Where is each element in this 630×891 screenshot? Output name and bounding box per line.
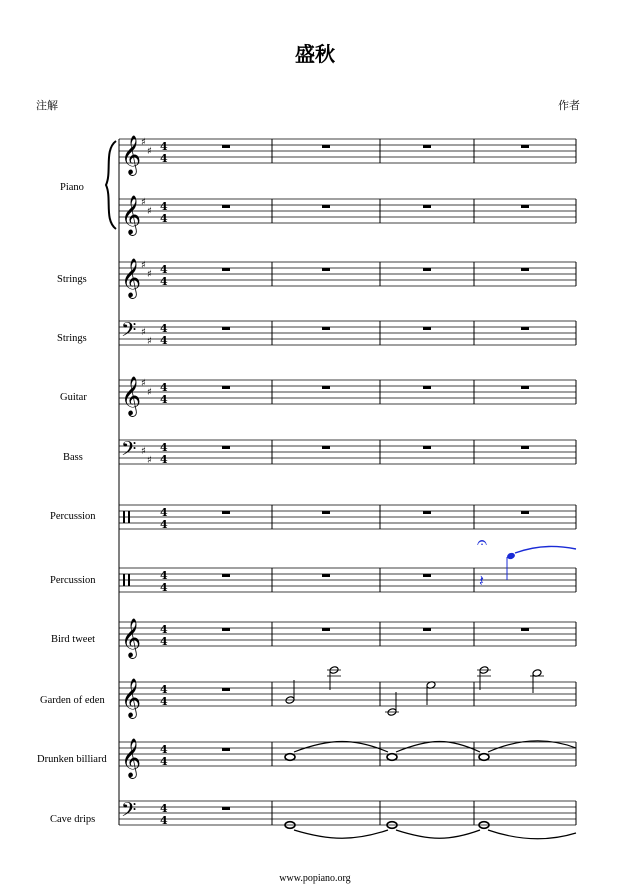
note-head bbox=[506, 552, 516, 560]
time-sig-top: 4 bbox=[160, 441, 168, 454]
tie-curve bbox=[396, 830, 480, 838]
treble-clef-icon: 𝄞 bbox=[121, 678, 142, 718]
sharp-icon: ♯ bbox=[141, 137, 146, 148]
treble-clef-icon: 𝄞 bbox=[121, 376, 142, 416]
tie-curve bbox=[294, 742, 388, 753]
whole-rest bbox=[423, 628, 431, 631]
whole-rest bbox=[423, 327, 431, 330]
treble-clef-icon: 𝄞 bbox=[121, 258, 142, 298]
percussion-clef-icon bbox=[128, 574, 130, 586]
time-sig-top: 4 bbox=[160, 200, 168, 213]
whole-rest bbox=[322, 574, 330, 577]
instrument-label-piano: Piano bbox=[60, 182, 84, 193]
sharp-icon: ♯ bbox=[147, 146, 152, 157]
whole-rest bbox=[222, 688, 230, 691]
whole-rest bbox=[521, 268, 529, 271]
sharp-icon: ♯ bbox=[147, 269, 152, 280]
sharp-icon: ♯ bbox=[147, 336, 152, 347]
score-title: 盛秋 bbox=[295, 42, 335, 66]
footer-url: www.popiano.org bbox=[279, 873, 351, 884]
composer-label: 作者 bbox=[558, 99, 580, 112]
time-sig-bottom: 4 bbox=[160, 334, 168, 347]
sharp-icon: ♯ bbox=[141, 327, 146, 338]
whole-rest bbox=[222, 145, 230, 148]
time-sig-top: 4 bbox=[160, 263, 168, 276]
time-sig-top: 4 bbox=[160, 683, 168, 696]
time-sig-bottom: 4 bbox=[160, 453, 168, 466]
sharp-icon: ♯ bbox=[141, 260, 146, 271]
sharp-icon: ♯ bbox=[147, 387, 152, 398]
time-sig-top: 4 bbox=[160, 802, 168, 815]
time-sig-top: 4 bbox=[160, 506, 168, 519]
percussion-clef-icon bbox=[128, 511, 130, 523]
instrument-label-bass: Bass bbox=[63, 452, 83, 463]
time-sig-top: 4 bbox=[160, 140, 168, 153]
time-sig-bottom: 4 bbox=[160, 518, 168, 531]
time-sig-top: 4 bbox=[160, 381, 168, 394]
whole-rest bbox=[521, 446, 529, 449]
bass-clef-icon: 𝄢 bbox=[121, 437, 137, 465]
whole-rest bbox=[322, 446, 330, 449]
sharp-icon: ♯ bbox=[147, 455, 152, 466]
time-sig-bottom: 4 bbox=[160, 581, 168, 594]
instrument-label-bird-tweet: Bird tweet bbox=[51, 634, 96, 645]
time-sig-top: 4 bbox=[160, 569, 168, 582]
treble-clef-icon: 𝄞 bbox=[121, 195, 142, 235]
instrument-label-cave-drips: Cave drips bbox=[50, 814, 96, 825]
instrument-label-strings-2: Strings bbox=[57, 333, 87, 344]
bass-clef-icon: 𝄢 bbox=[121, 798, 137, 826]
whole-note bbox=[285, 754, 295, 761]
bass-clef-icon: 𝄢 bbox=[121, 318, 137, 346]
instrument-label-drunken-billiard: Drunken billiard bbox=[37, 754, 107, 765]
whole-rest bbox=[222, 807, 230, 810]
whole-rest bbox=[423, 145, 431, 148]
whole-rest bbox=[521, 386, 529, 389]
whole-rest bbox=[423, 386, 431, 389]
treble-clef-icon: 𝄞 bbox=[121, 738, 142, 778]
whole-rest bbox=[222, 268, 230, 271]
whole-rest bbox=[521, 628, 529, 631]
time-sig-top: 4 bbox=[160, 322, 168, 335]
treble-clef-icon: 𝄞 bbox=[121, 618, 142, 658]
sharp-icon: ♯ bbox=[141, 378, 146, 389]
sharp-icon: ♯ bbox=[141, 197, 146, 208]
time-sig-bottom: 4 bbox=[160, 275, 168, 288]
whole-rest bbox=[222, 386, 230, 389]
time-sig-top: 4 bbox=[160, 743, 168, 756]
whole-rest bbox=[222, 748, 230, 751]
fermata-icon: 𝄐 bbox=[477, 532, 488, 553]
whole-rest bbox=[322, 205, 330, 208]
whole-rest bbox=[521, 511, 529, 514]
whole-rest bbox=[222, 446, 230, 449]
sharp-icon: ♯ bbox=[141, 446, 146, 457]
whole-rest bbox=[222, 327, 230, 330]
instrument-label-percussion-2: Percussion bbox=[50, 575, 96, 586]
annotation-label: 注解 bbox=[36, 99, 58, 112]
percussion-clef-icon bbox=[123, 574, 125, 586]
whole-rest bbox=[521, 327, 529, 330]
time-sig-bottom: 4 bbox=[160, 755, 168, 768]
whole-note bbox=[387, 754, 397, 761]
whole-rest bbox=[222, 205, 230, 208]
whole-rest bbox=[222, 574, 230, 577]
quarter-rest-icon: 𝄽 bbox=[479, 571, 484, 590]
time-sig-bottom: 4 bbox=[160, 152, 168, 165]
whole-rest bbox=[423, 511, 431, 514]
percussion-clef-icon bbox=[123, 511, 125, 523]
sharp-icon: ♯ bbox=[147, 206, 152, 217]
whole-rest bbox=[423, 205, 431, 208]
whole-rest bbox=[222, 628, 230, 631]
tie-curve bbox=[488, 830, 576, 839]
whole-rest bbox=[222, 511, 230, 514]
whole-rest bbox=[322, 511, 330, 514]
time-sig-bottom: 4 bbox=[160, 635, 168, 648]
time-sig-bottom: 4 bbox=[160, 393, 168, 406]
whole-note bbox=[479, 754, 489, 761]
whole-rest bbox=[423, 574, 431, 577]
whole-rest bbox=[322, 268, 330, 271]
time-sig-bottom: 4 bbox=[160, 814, 168, 827]
time-sig-bottom: 4 bbox=[160, 695, 168, 708]
whole-rest bbox=[521, 145, 529, 148]
tie-curve bbox=[396, 742, 480, 753]
whole-rest bbox=[322, 386, 330, 389]
whole-rest bbox=[322, 628, 330, 631]
instrument-label-strings-1: Strings bbox=[57, 274, 87, 285]
tie-curve bbox=[488, 741, 576, 752]
time-sig-top: 4 bbox=[160, 623, 168, 636]
instrument-label-guitar: Guitar bbox=[60, 392, 87, 403]
whole-rest bbox=[322, 145, 330, 148]
whole-rest bbox=[423, 268, 431, 271]
treble-clef-icon: 𝄞 bbox=[121, 135, 142, 175]
tie-curve bbox=[294, 830, 388, 838]
whole-rest bbox=[423, 446, 431, 449]
tie-curve bbox=[515, 546, 576, 553]
instrument-label-garden-of-eden: Garden of eden bbox=[40, 695, 105, 706]
whole-rest bbox=[521, 205, 529, 208]
time-sig-bottom: 4 bbox=[160, 212, 168, 225]
whole-rest bbox=[322, 327, 330, 330]
piano-brace bbox=[106, 141, 116, 229]
instrument-label-percussion-1: Percussion bbox=[50, 511, 96, 522]
